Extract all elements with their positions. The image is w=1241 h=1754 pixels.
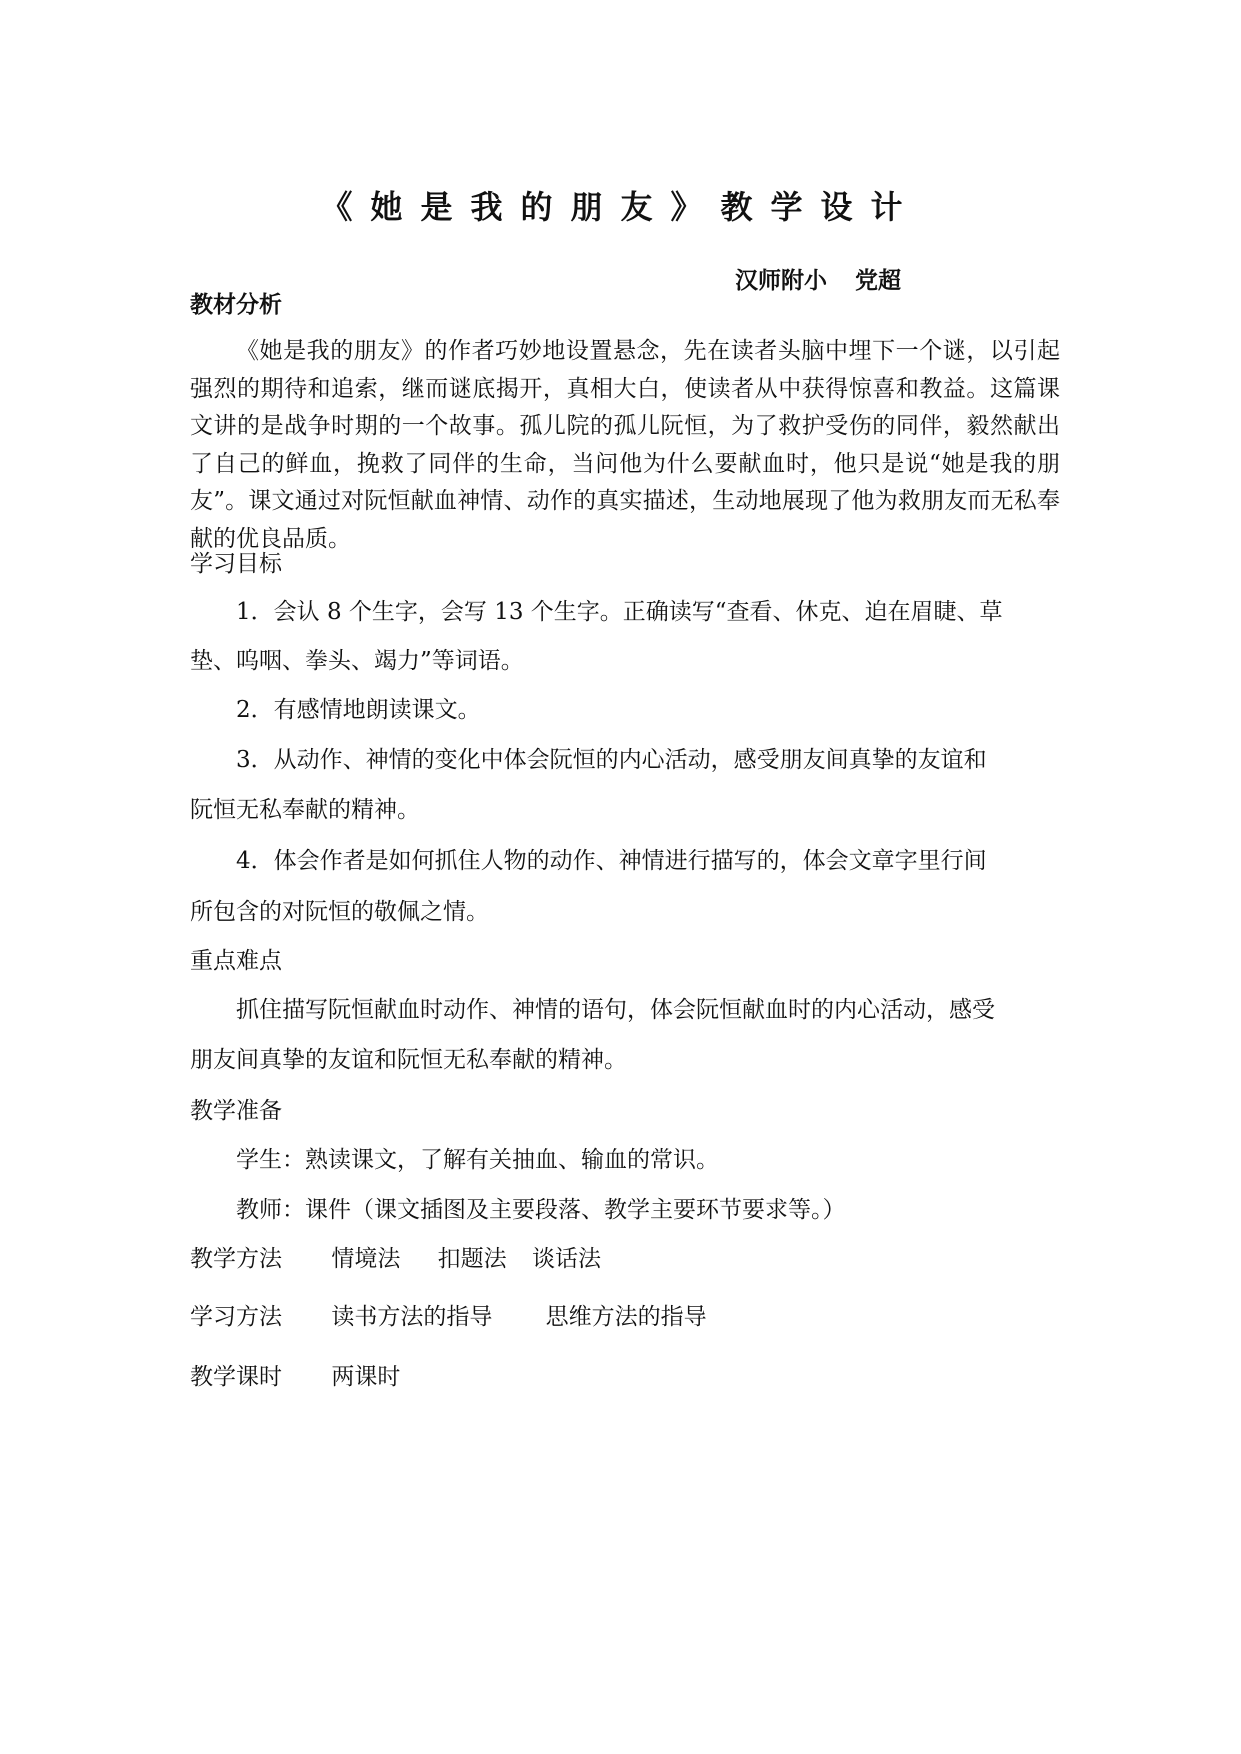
goal-3-line-1: 3．从动作、神情的变化中体会阮恒的内心活动，感受朋友间真挚的友谊和 [236, 747, 987, 773]
goal-1-line-1: 1．会认 8 个生字，会写 13 个生字。正确读写“查看、休克、迫在眉睫、草 [236, 599, 1003, 625]
teaching-method-item: 谈话法 [531, 1246, 601, 1272]
goal-2: 2．有感情地朗读课文。 [236, 697, 481, 723]
heading-prep: 教学准备 [190, 1098, 282, 1124]
teaching-hours-row [190, 1358, 400, 1391]
teaching-method-row [190, 1240, 601, 1273]
teaching-method-item: 情境法 [331, 1246, 401, 1272]
goal-3-line-2: 阮恒无私奉献的精神。 [190, 797, 420, 823]
analysis-paragraph: 《她是我的朋友》的作者巧妙地设置悬念，先在读者头脑中埋下一个谜，以引起强烈的期待和追索，继而谜底揭开，真相大白，使读者从中获得惊喜和教益。这篇课文讲的是战争时期的一个故事。孤儿院的孤儿阮恒，为了救护受伤的同伴，毅然献出了自己的鲜血，挽救了同伴的生命，当问他为什么要献血时，他只是说“她是我的朋友”。课文通过对阮恒献血神情、动作的真实描述，生动地展现了他为救朋友而无私奉献的优良品质。 [190, 338, 1060, 552]
learning-method-item: 思维方法的指导 [545, 1304, 707, 1330]
author-line [735, 262, 901, 295]
goal-4-line-1: 4．体会作者是如何抓住人物的动作、神情进行描写的，体会文章字里行间 [236, 848, 987, 874]
teaching-hours-label: 教学课时 [190, 1364, 282, 1390]
learning-method-row [190, 1298, 707, 1331]
heading-goals: 学习目标 [190, 551, 282, 577]
goal-1-line-2: 垫、呜咽、拳头、竭力”等词语。 [190, 648, 524, 674]
heading-focus: 重点难点 [190, 948, 282, 974]
prep-student: 学生：熟读课文，了解有关抽血、输血的常识。 [236, 1147, 719, 1173]
goal-4-line-2: 所包含的对阮恒的敬佩之情。 [190, 899, 489, 925]
author-name: 党超 [855, 268, 901, 294]
learning-method-item: 读书方法的指导 [331, 1304, 493, 1330]
focus-line-1: 抓住描写阮恒献血时动作、神情的语句，体会阮恒献血时的内心活动，感受 [236, 997, 995, 1023]
teaching-method-label: 教学方法 [190, 1246, 282, 1272]
author-school: 汉师附小 [735, 268, 827, 294]
focus-line-2: 朋友间真挚的友谊和阮恒无私奉献的精神。 [190, 1047, 627, 1073]
learning-method-label: 学习方法 [190, 1304, 282, 1330]
teaching-hours-value: 两课时 [331, 1364, 401, 1390]
prep-teacher: 教师：课件（课文插图及主要段落、教学主要环节要求等。） [236, 1197, 846, 1223]
document-title: 《她是我的朋友》教学设计 [320, 188, 921, 226]
heading-analysis: 教材分析 [190, 292, 282, 318]
teaching-method-item: 扣题法 [437, 1246, 507, 1272]
